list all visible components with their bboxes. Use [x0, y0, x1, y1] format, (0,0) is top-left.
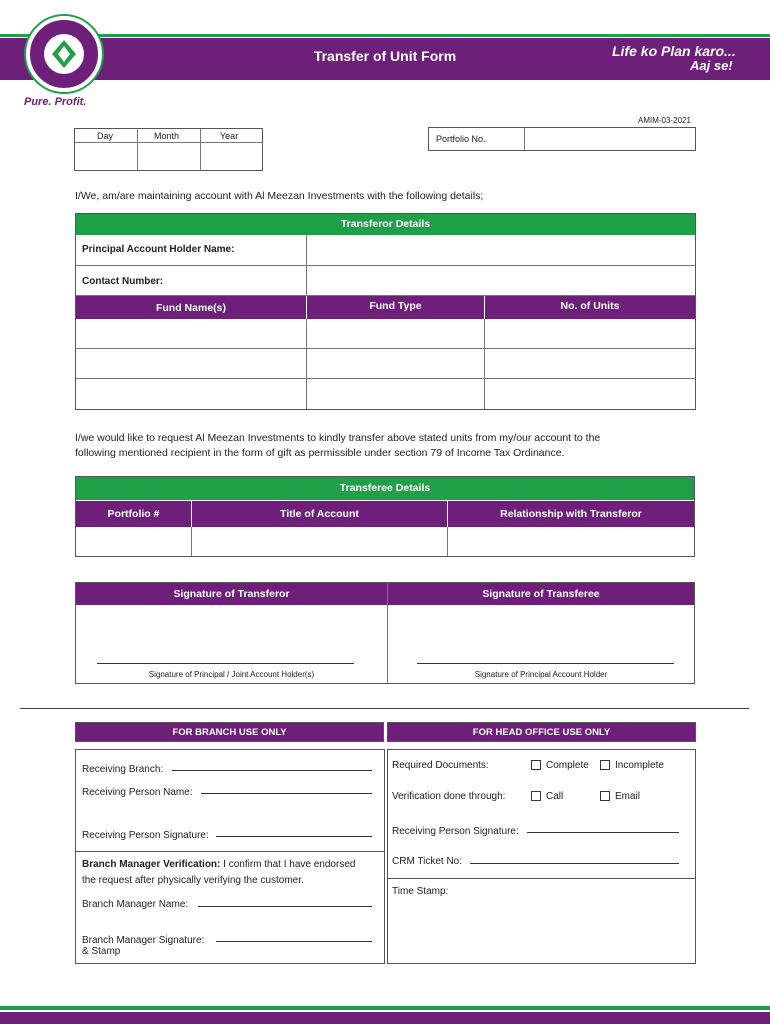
fund-row-1-units[interactable]: [485, 319, 695, 349]
day-field[interactable]: [75, 143, 138, 171]
receiving-person-name-label: Receiving Person Name:: [82, 787, 193, 798]
crm-ticket-label: CRM Ticket No:: [392, 856, 463, 867]
footer-bar: [0, 1012, 770, 1024]
fund-row-2-type[interactable]: [307, 349, 485, 379]
day-label: Day: [97, 131, 114, 141]
transferor-table: [75, 213, 696, 410]
col-portfolio: Portfolio #: [107, 508, 160, 520]
col-fund-name: Fund Name(s): [155, 302, 226, 314]
col-title-of-account: Title of Account: [280, 508, 359, 520]
receiving-branch-label: Receiving Branch:: [82, 764, 164, 775]
complete-checkbox[interactable]: [531, 760, 541, 770]
intro-text: I/We, am/are maintaining account with Al Meezan Investments with the following details;: [75, 190, 484, 202]
form-code: AMIM-03-2021: [638, 116, 691, 125]
portfolio-no-box: [428, 127, 696, 151]
call-checkbox[interactable]: [531, 791, 541, 801]
divider: [20, 708, 749, 709]
branch-section: [75, 749, 385, 964]
signatures-table: [75, 582, 695, 684]
email-checkbox[interactable]: [600, 791, 610, 801]
ho-receiving-person-signature-label: Receiving Person Signature:: [392, 826, 519, 837]
form-title: Transfer of Unit Form: [313, 48, 457, 64]
verification-label: Verification done through:: [392, 791, 506, 802]
receiving-person-signature-label: Receiving Person Signature:: [82, 830, 209, 841]
stamp-label: & Stamp: [82, 946, 121, 957]
tagline: Pure. Profit.: [24, 96, 87, 108]
contact-number-field[interactable]: [307, 266, 695, 296]
receiving-person-name-field[interactable]: [201, 793, 372, 794]
ho-receiving-person-signature-field[interactable]: [527, 832, 679, 833]
holder-name-field[interactable]: [307, 235, 695, 266]
slogan-line2: Aaj se!: [690, 58, 733, 73]
incomplete-label: Incomplete: [615, 760, 664, 771]
receiving-person-signature-field[interactable]: [216, 836, 372, 837]
bm-verification: [82, 859, 355, 870]
fund-row-3-type[interactable]: [307, 379, 485, 409]
bm-verification-text2: the request after physically verifying the customer.: [82, 875, 304, 886]
bm-name-label: Branch Manager Name:: [82, 899, 189, 910]
fund-row-1-type[interactable]: [307, 319, 485, 349]
bm-signature-label: Branch Manager Signature:: [82, 935, 205, 946]
footer-green-line: [0, 1006, 770, 1010]
email-label: Email: [615, 791, 641, 802]
required-documents-label: Required Documents:: [392, 760, 489, 771]
bm-verification-text1: I confirm that I have endorsed: [220, 859, 356, 870]
transferor-heading: Transferor Details: [340, 218, 431, 230]
request-text-line1: I/we would like to request Al Meezan Investments to kindly transfer above stated units from my/our account to the: [75, 432, 601, 444]
crm-ticket-field[interactable]: [470, 863, 679, 864]
transferee-relationship-field[interactable]: [448, 527, 694, 556]
bm-name-field[interactable]: [198, 906, 372, 907]
transferee-heading: Transferee Details: [339, 482, 431, 494]
fund-row-2-name[interactable]: [76, 349, 307, 379]
transferee-title-field[interactable]: [192, 527, 448, 556]
branch-heading: FOR BRANCH USE ONLY: [172, 727, 287, 738]
fund-row-2-units[interactable]: [485, 349, 695, 379]
portfolio-no-field[interactable]: [525, 128, 695, 150]
transferee-signature-heading: Signature of Transferee: [482, 588, 600, 600]
transferee-table: [75, 476, 695, 557]
request-text-line2: following mentioned recipient in the form of gift as permissible under section 79 of Income Tax Ordinance.: [75, 447, 565, 459]
bm-verification-label: Branch Manager Verification:: [82, 859, 221, 870]
transferor-signature-caption: Signature of Principal / Joint Account Holder(s): [148, 670, 315, 679]
year-field[interactable]: [201, 143, 263, 171]
incomplete-checkbox[interactable]: [600, 760, 610, 770]
holder-name-label: Principal Account Holder Name:: [82, 244, 235, 255]
fund-row-3-units[interactable]: [485, 379, 695, 409]
fund-row-1-name[interactable]: [76, 319, 307, 349]
month-label: Month: [154, 131, 180, 141]
slogan-line1: Life ko Plan karo...: [612, 43, 736, 59]
complete-label: Complete: [546, 760, 589, 771]
portfolio-no-label: Portfolio No.: [436, 134, 486, 144]
transferee-portfolio-field[interactable]: [76, 527, 192, 556]
receiving-branch-field[interactable]: [172, 770, 372, 771]
transferee-signature-caption: Signature of Principal Account Holder: [474, 670, 608, 679]
col-no-of-units: No. of Units: [560, 300, 620, 312]
transferor-signature-heading: Signature of Transferor: [173, 588, 290, 600]
contact-number-label: Contact Number:: [82, 276, 164, 287]
date-box: [74, 128, 263, 171]
col-fund-type: Fund Type: [369, 300, 422, 312]
time-stamp-label: Time Stamp:: [392, 886, 449, 897]
call-label: Call: [546, 791, 564, 802]
fund-row-3-name[interactable]: [76, 379, 307, 409]
head-office-heading: FOR HEAD OFFICE USE ONLY: [472, 727, 611, 738]
bm-signature-field[interactable]: [216, 941, 372, 942]
header-green-line: [0, 34, 770, 37]
year-label: Year: [220, 131, 239, 141]
col-relationship: Relationship with Transferor: [500, 508, 642, 520]
month-field[interactable]: [138, 143, 201, 171]
